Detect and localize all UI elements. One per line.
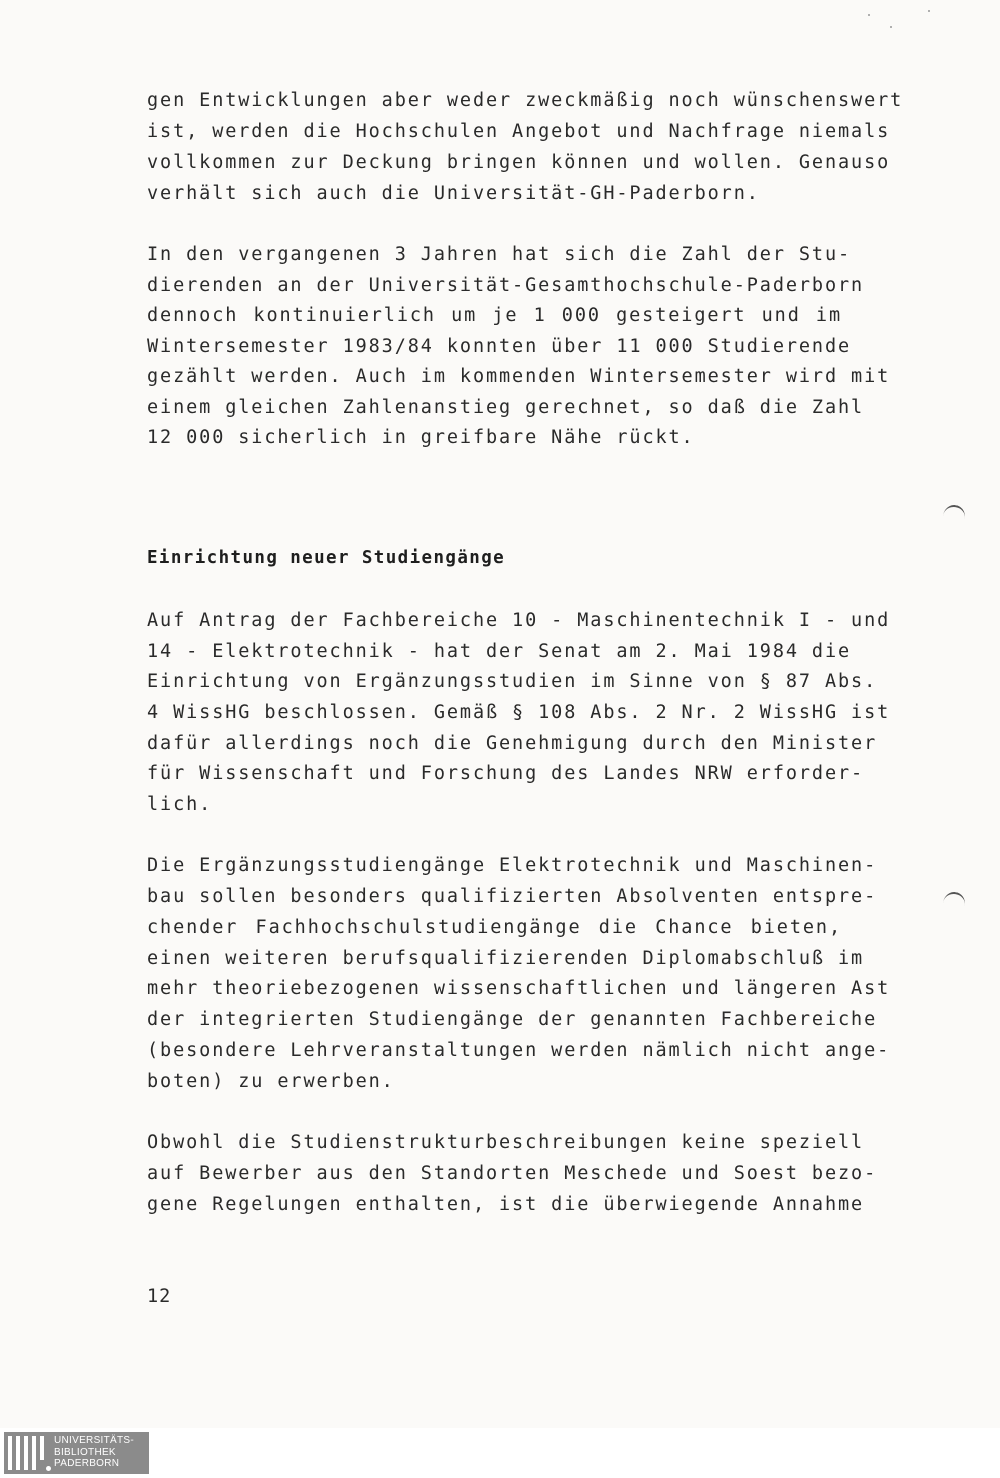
- scan-speck: [868, 14, 870, 16]
- text-line: mehr theoriebezogenen wissenschaftlichen und längeren Ast: [147, 978, 891, 999]
- library-logo: [4, 1432, 149, 1474]
- text-line: Die Ergänzungsstudiengänge Elektrotechnik und Maschinen-: [147, 855, 878, 876]
- text-line: lich.: [147, 794, 213, 815]
- text-line: einen weiteren berufsqualifizierenden Diplomabschluß im: [147, 948, 865, 969]
- library-logo-text: [54, 1435, 134, 1470]
- text-line: Obwohl die Studienstrukturbeschreibungen keine speziell: [147, 1132, 865, 1153]
- text-line: vollkommen zur Deckung bringen können und wollen. Genauso: [147, 152, 891, 173]
- text-line: (besondere Lehrveranstaltungen werden nämlich nicht ange-: [147, 1040, 891, 1061]
- text-line: chender Fachhochschulstudiengänge die Chance bieten,: [147, 917, 842, 938]
- text-line: gen Entwicklungen aber weder zweckmäßig noch wünschenswert: [147, 90, 904, 111]
- text-line: boten) zu erwerben.: [147, 1071, 395, 1092]
- text-line: In den vergangenen 3 Jahren hat sich die Zahl der Stu-: [147, 244, 852, 265]
- text-line: einem gleichen Zahlenanstieg gerechnet, so daß die Zahl: [147, 397, 865, 418]
- punch-hole-mark: [941, 891, 966, 918]
- text-line: 12 000 sicherlich in greifbare Nähe rückt.: [147, 427, 695, 448]
- text-line: dennoch kontinuierlich um je 1 000 gesteigert und im: [147, 305, 842, 326]
- text-line: gene Regelungen enthalten, ist die überwiegende Annahme: [147, 1194, 865, 1215]
- text-line: Auf Antrag der Fachbereiche 10 - Maschinentechnik I - und: [147, 610, 891, 631]
- logo-line: PADERBORN: [54, 1458, 120, 1469]
- text-line: dafür allerdings noch die Genehmigung durch den Minister: [147, 733, 878, 754]
- footer: [0, 1428, 1000, 1478]
- text-line: bau sollen besonders qualifizierten Absolventen entspre-: [147, 886, 878, 907]
- text-line: verhält sich auch die Universität-GH-Paderborn.: [147, 183, 760, 204]
- text-line: gezählt werden. Auch im kommenden Wintersemester wird mit: [147, 366, 891, 387]
- text-line: Einrichtung von Ergänzungsstudien im Sinne von § 87 Abs.: [147, 671, 878, 692]
- text-line: der integrierten Studiengänge der genannten Fachbereiche: [147, 1009, 878, 1030]
- library-logo-bars-icon: [8, 1436, 52, 1470]
- text-line: dierenden an der Universität-Gesamthochschule-Paderborn: [147, 275, 865, 296]
- section-heading: Einrichtung neuer Studiengänge: [147, 548, 506, 568]
- text-line: Wintersemester 1983/84 konnten über 11 000 Studierende: [147, 336, 852, 357]
- page-number: 12: [147, 1286, 172, 1307]
- text-line: auf Bewerber aus den Standorten Meschede und Soest bezo-: [147, 1163, 878, 1184]
- text-line: für Wissenschaft und Forschung des Landes NRW erforder-: [147, 763, 865, 784]
- text-line: 14 - Elektrotechnik - hat der Senat am 2. Mai 1984 die: [147, 641, 852, 662]
- text-line: ist, werden die Hochschulen Angebot und Nachfrage niemals: [147, 121, 891, 142]
- logo-line: UNIVERSITÄTS-: [54, 1435, 135, 1446]
- text-line: 4 WissHG beschlossen. Gemäß § 108 Abs. 2 Nr. 2 WissHG ist: [147, 702, 891, 723]
- logo-line: BIBLIOTHEK: [54, 1446, 116, 1458]
- scan-speck: [890, 26, 892, 28]
- punch-hole-mark: [941, 504, 966, 531]
- scan-speck: [928, 10, 930, 12]
